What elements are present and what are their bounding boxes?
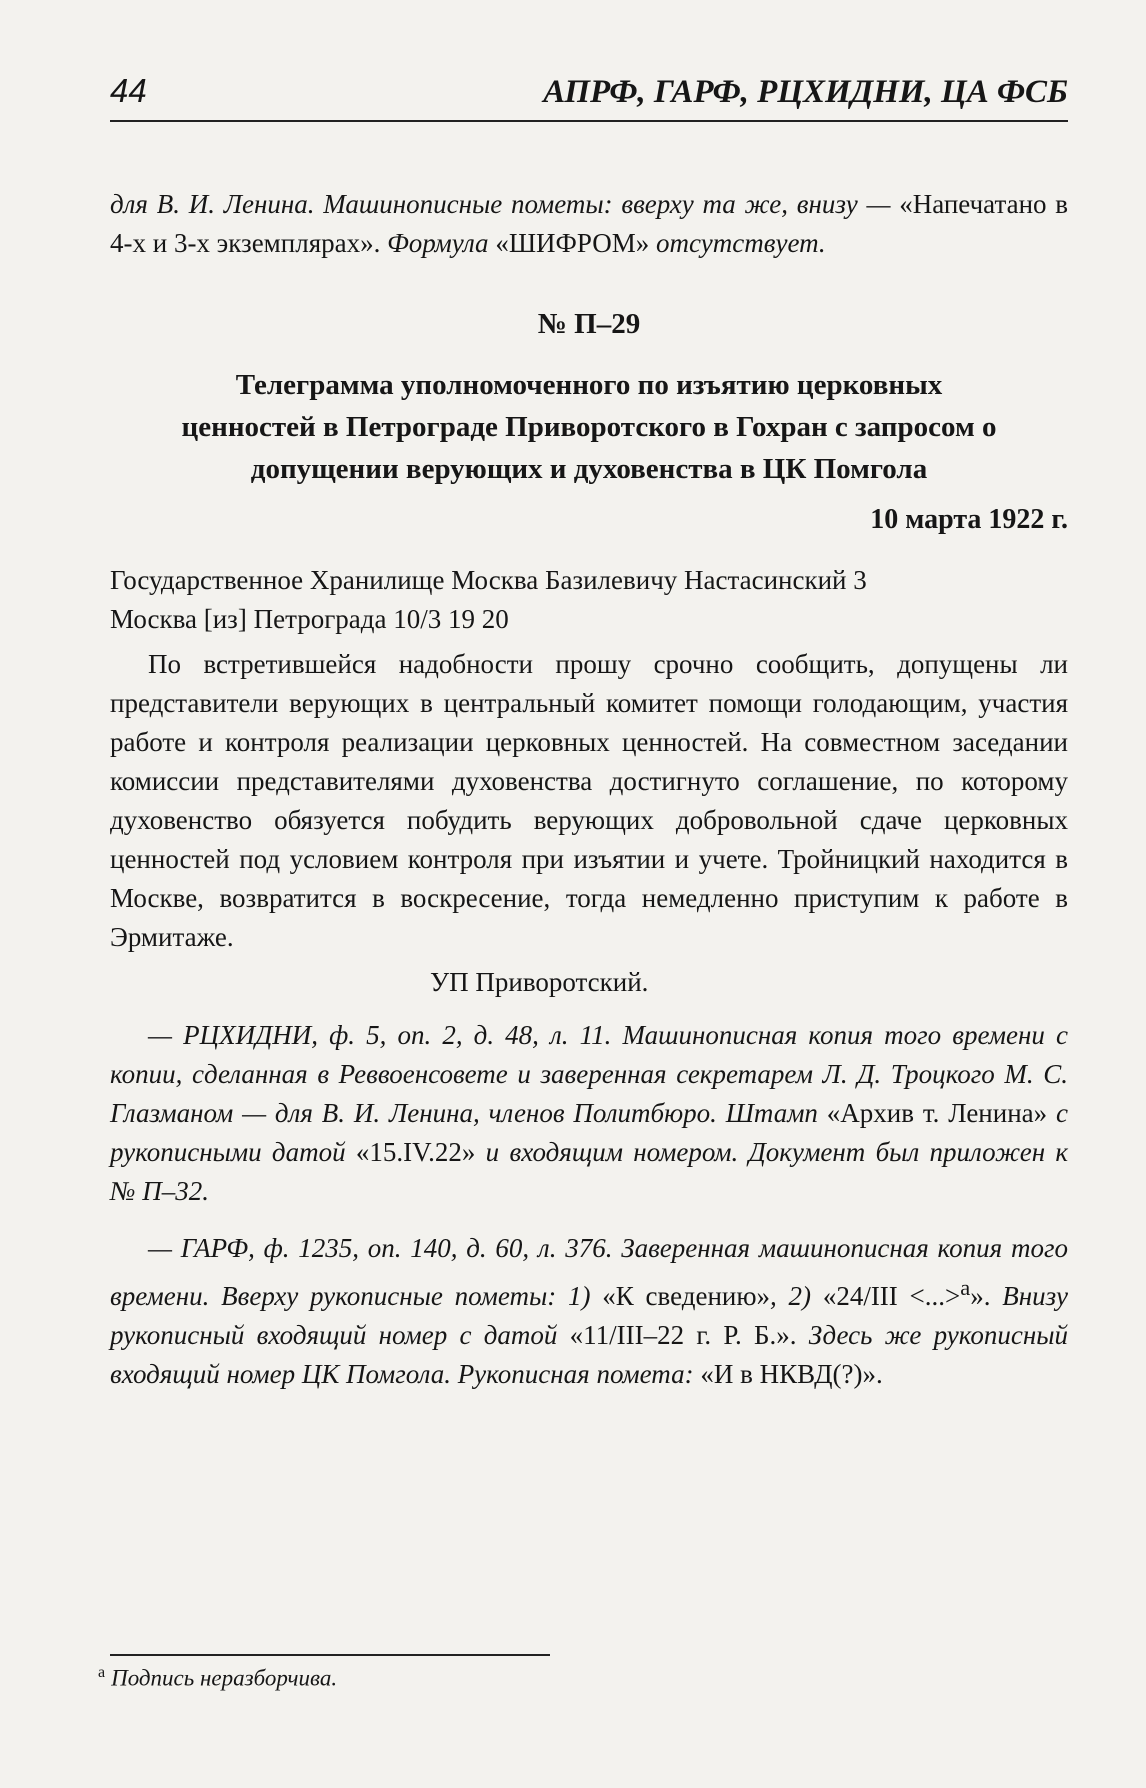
source2-part-g: «11/III–22 г. Р. Б.». — [569, 1320, 797, 1350]
page-number: 44 — [110, 72, 147, 109]
address-line2: Москва [из] Петрограда 10/3 19 20 — [110, 604, 509, 634]
intro-line3a: «ШИФРОМ» — [495, 228, 650, 258]
source1-part-d: «15.IV.22» — [355, 1137, 476, 1167]
footnote-ref: а — [960, 1275, 971, 1300]
header-rule — [110, 120, 1068, 122]
running-header — [110, 72, 1068, 111]
intro-line1: для В. И. Ленина. Машинописные пометы: вверху та же, — [110, 189, 789, 219]
source-note-2 — [110, 1229, 1068, 1394]
intro-line3b: отсутствует. — [649, 228, 826, 258]
source1-part-e: и входящим номером. Документ был приложен к № П–32. — [110, 1137, 1069, 1206]
intro-line2b: «Напечатано в 4-х и 3-х экземплярах». — [110, 189, 1069, 258]
source-note-1 — [110, 1016, 1068, 1211]
source2-part-a: — ГАРФ, ф. 1235, оп. 140, д. 60, л. 376. Заверенная машинописная копия того времени. Вверху рукописные пометы: 1) — [110, 1233, 1068, 1311]
document-number: № П–29 — [537, 308, 641, 340]
source2-part-i: «И в НКВД(?)» — [700, 1359, 876, 1389]
source2-part-d: «24/III <...> — [822, 1281, 961, 1311]
page-content — [110, 185, 1068, 1412]
source2-part-b: «К сведению» — [602, 1281, 771, 1311]
footnote-mark: а — [98, 1664, 106, 1681]
footnote-rule — [110, 1654, 550, 1656]
source2-part-e: ». — [970, 1281, 991, 1311]
intro-line2a: внизу — — [796, 189, 900, 219]
source2-part-c: , 2) — [770, 1281, 823, 1311]
source1-part-c: с рукописными датой — [110, 1098, 1068, 1167]
source1-part-a: — РЦХИДНИ, ф. 5, оп. 2, д. 48, л. 11. Машинописная копия того времени с копии, сделанная в Реввоенсовете и заверенная секретарем Л. Д. Троцкого М. С. Глазманом — для В. И. Ленина, членов Политбюро. Штамп — [110, 1020, 1068, 1128]
document-body: По встретившейся надобности прошу срочно сообщить, допущены ли представители верующих в центральный комитет помощи голодающим, участия работе и контроля реализации церковных ценностей. На совместном заседании комиссии представителями духовенства достигнуто соглашение, по которому духовенство обязуется побудить верующих добровольной сдаче церковных ценностей под условием контроля при изъятии и учете. Тройницкий находится в Москве, возвратится в воскресение, тогда немедленно приступим к работе в Эрмитаже. — [110, 649, 1068, 952]
intro-paragraph — [110, 185, 1068, 263]
document-date: 10 марта 1922 г. — [870, 504, 1068, 535]
footnote-text: Подпись неразборчива. — [111, 1665, 338, 1691]
source2-part-h: Здесь же рукописный входящий номер ЦК Помгола. Рукописная помета: — [110, 1320, 1068, 1389]
source1-part-b: «Архив т. Ленина» — [826, 1098, 1048, 1128]
document-signature: УП Приворотский. — [430, 967, 649, 997]
address-line1: Государственное Хранилище Москва Базилевичу Настасинский 3 — [110, 565, 867, 595]
footnote — [98, 1664, 337, 1692]
intro-line2c: Формула — [380, 228, 489, 258]
source2-part-j: . — [875, 1359, 883, 1389]
document-title: Телеграмма уполномоченного по изъятию церковных ценностей в Петрограде Приворотского в Гохран с запросом о допущении верующих и духовенства в ЦК Помгола — [181, 369, 997, 485]
running-title: АПРФ, ГАРФ, РЦХИДНИ, ЦА ФСБ — [543, 74, 1068, 110]
source2-part-f: Внизу рукописный входящий номер с датой — [110, 1281, 1068, 1350]
